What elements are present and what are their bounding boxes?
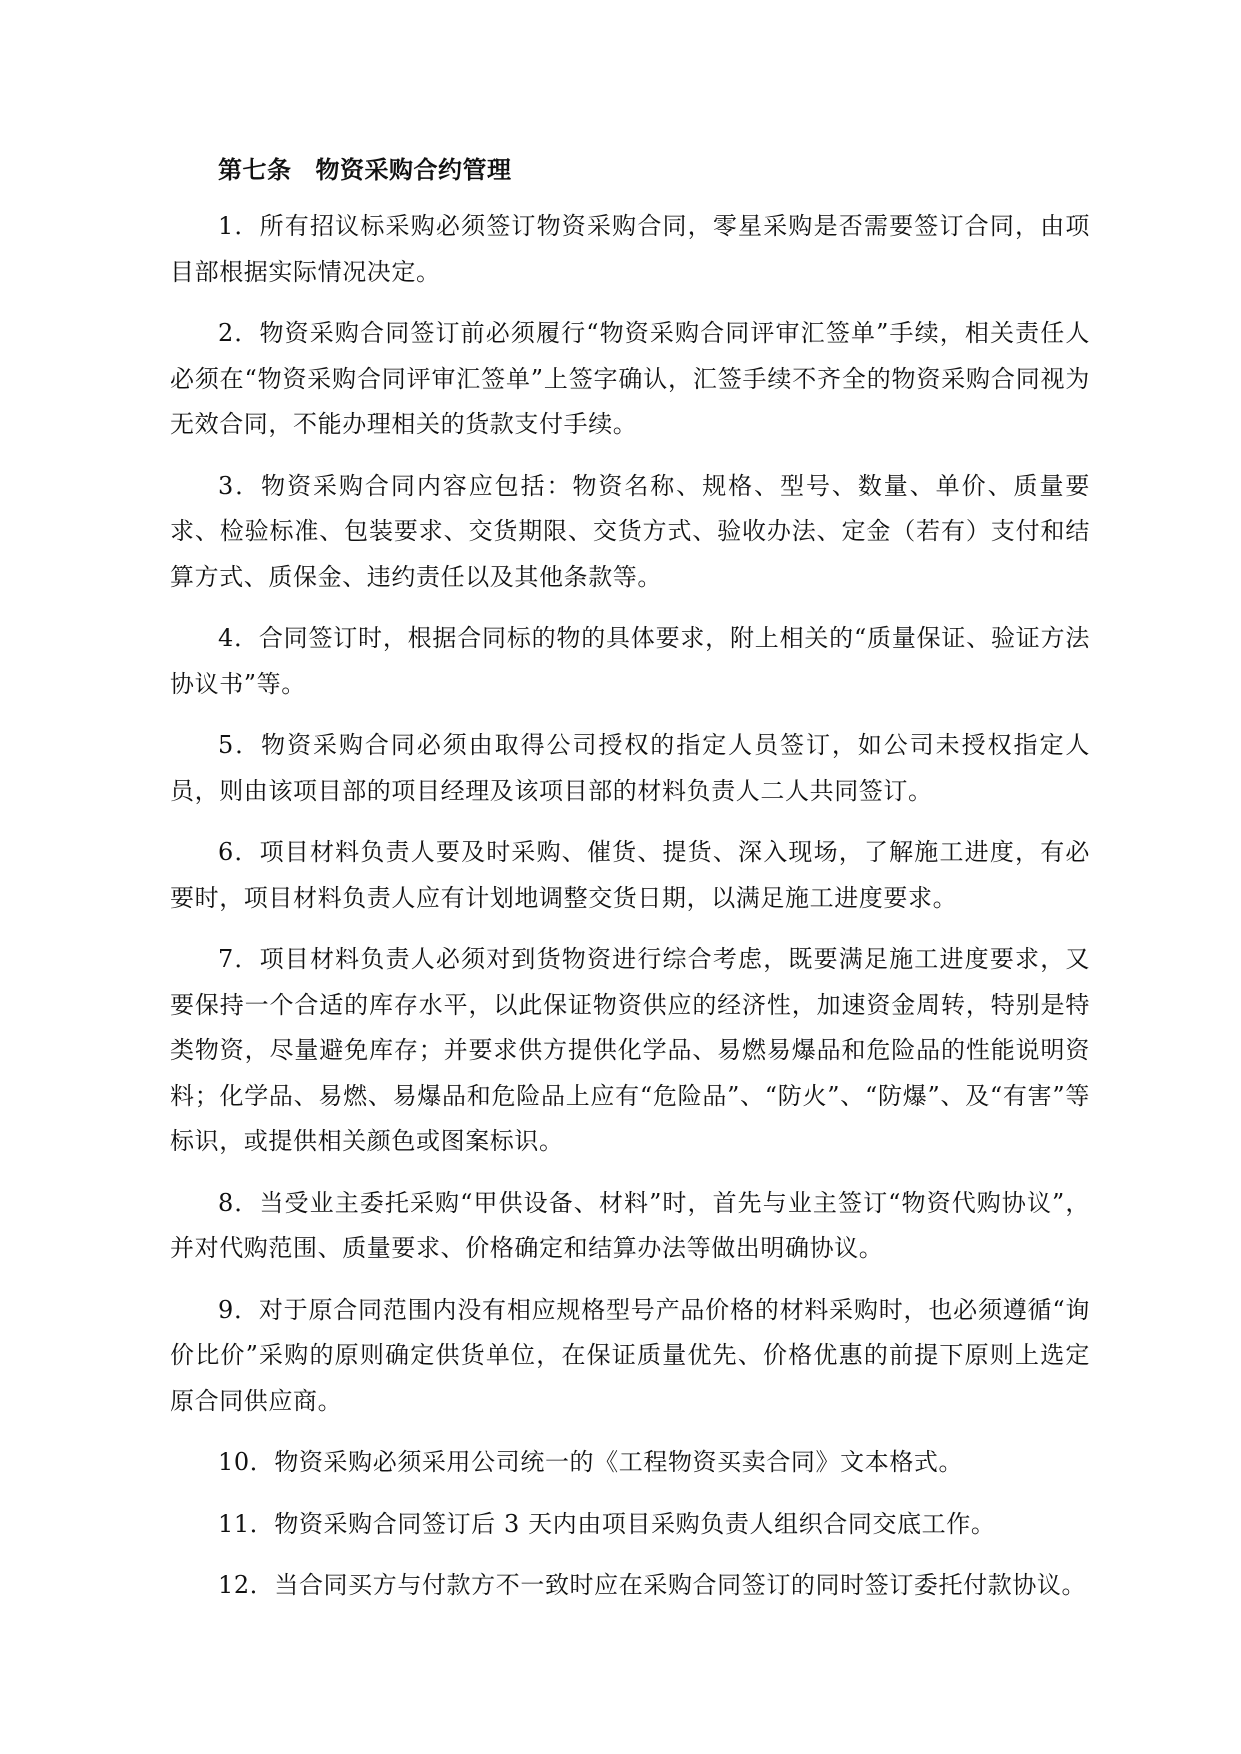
article-heading xyxy=(170,150,1090,190)
article-number: 第七条 xyxy=(218,156,292,184)
paragraph-12: 12．当合同买方与付款方不一致时应在采购合同签订的同时签订委托付款协议。 xyxy=(218,1571,1087,1599)
paragraph-1: 1．所有招议标采购必须签订物资采购合同，零星采购是否需要签订合同，由项目部根据实际情况决定。 xyxy=(170,212,1090,286)
paragraph-8: 8．当受业主委托采购“甲供设备、材料”时，首先与业主签订“物资代购协议”，并对代购范围、质量要求、价格确定和结算办法等做出明确协议。 xyxy=(170,1188,1090,1262)
paragraph-6: 6．项目材料负责人要及时采购、催货、提货、深入现场，了解施工进度，有必要时，项目材料负责人应有计划地调整交货日期，以满足施工进度要求。 xyxy=(170,838,1090,912)
article-title: 物资采购合约管理 xyxy=(315,156,512,184)
paragraph-3: 3．物资采购合同内容应包括：物资名称、规格、型号、数量、单价、质量要求、检验标准、包装要求、交货期限、交货方式、验收办法、定金（若有）支付和结算方式、质保金、违约责任以及其他条款等。 xyxy=(170,471,1090,591)
document-page xyxy=(170,150,1090,1625)
paragraph-11: 11．物资采购合同签订后 3 天内由项目采购负责人组织合同交底工作。 xyxy=(218,1509,996,1538)
paragraph-5: 5．物资采购合同必须由取得公司授权的指定人员签订，如公司未授权指定人员，则由该项目部的项目经理及该项目部的材料负责人二人共同签订。 xyxy=(170,731,1090,805)
paragraph-10: 10．物资采购必须采用公司统一的《工程物资买卖合同》文本格式。 xyxy=(218,1448,964,1476)
paragraph-4: 4．合同签订时，根据合同标的物的具体要求，附上相关的“质量保证、验证方法协议书”等。 xyxy=(170,624,1090,698)
paragraph-2: 2．物资采购合同签订前必须履行“物资采购合同评审汇签单”手续，相关责任人必须在“物资采购合同评审汇签单”上签字确认，汇签手续不齐全的物资采购合同视为无效合同，不能办理相关的货款支付手续。 xyxy=(170,319,1090,438)
paragraph-9: 9．对于原合同范围内没有相应规格型号产品价格的材料采购时，也必须遵循“询价比价”采购的原则确定供货单位，在保证质量优先、价格优惠的前提下原则上选定原合同供应商。 xyxy=(170,1295,1090,1415)
paragraph-7: 7．项目材料负责人必须对到货物资进行综合考虑，既要满足施工进度要求，又要保持一个合适的库存水平，以此保证物资供应的经济性，加速资金周转，特别是特类物资，尽量避免库存；并要求供方提供化学品、易燃易爆品和危险品的性能说明资料；化学品、易燃、易爆品和危险品上应有“危险品”、“防火”、“防爆”、及“有害”等标识，或提供相关颜色或图案标识。 xyxy=(170,945,1090,1155)
